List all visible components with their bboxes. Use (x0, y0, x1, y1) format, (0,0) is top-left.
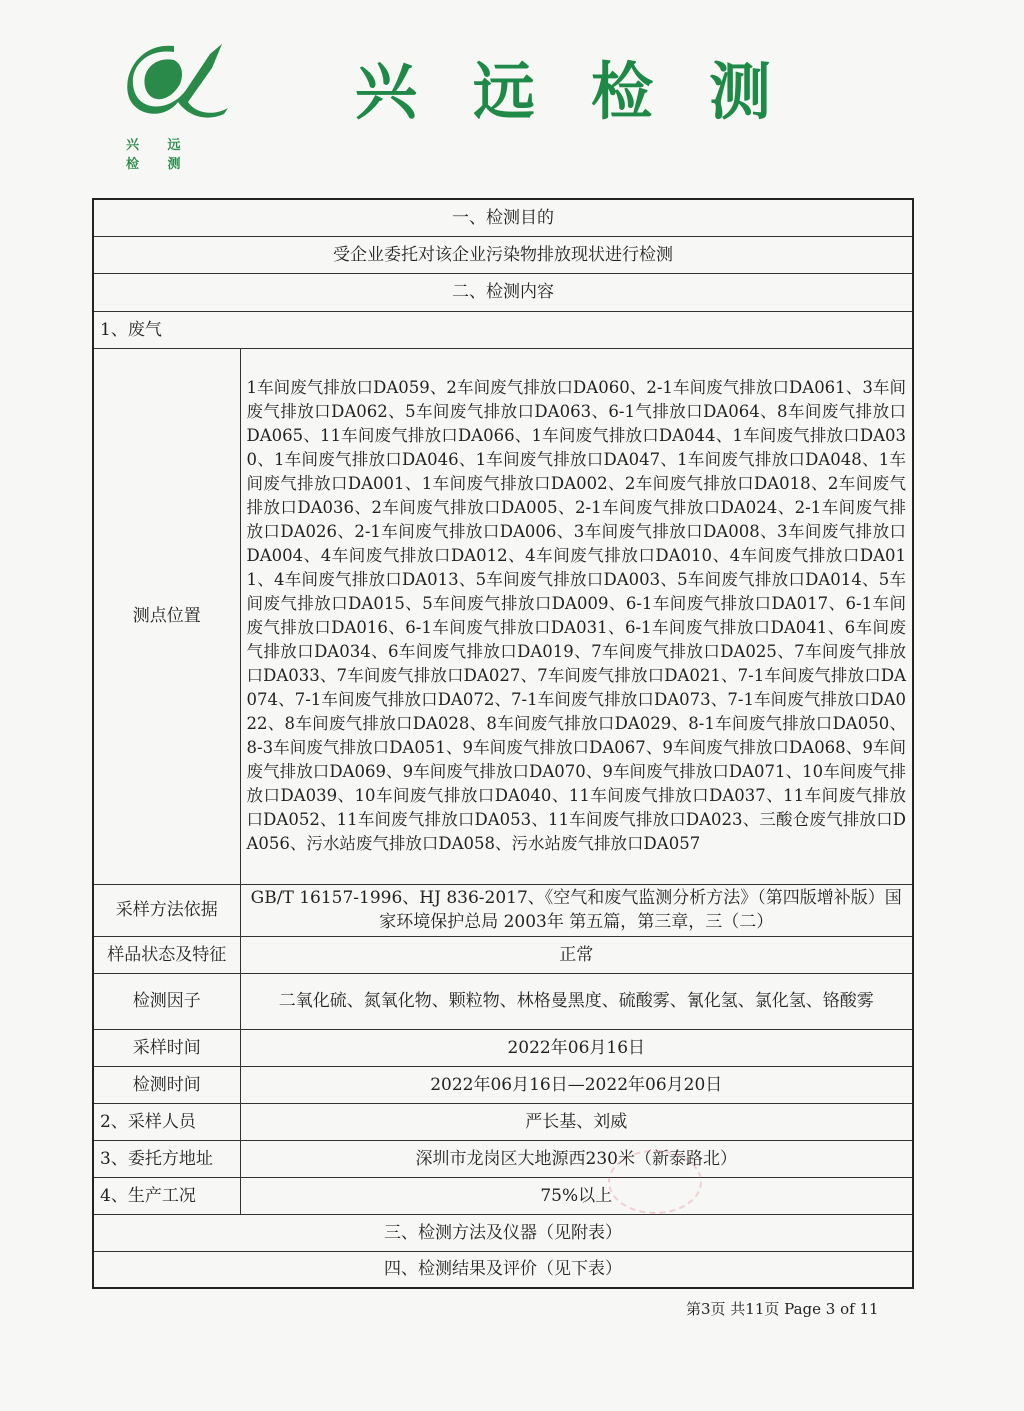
testing-time-value: 2022年06月16日—2022年06月20日 (240, 1066, 913, 1103)
factors-value: 二氧化硫、氮氧化物、颗粒物、林格曼黑度、硫酸雾、氰化氢、氯化氢、铬酸雾 (240, 973, 913, 1029)
table-row (93, 1251, 913, 1288)
table-row (93, 1214, 913, 1251)
sampler-label: 2、采样人员 (93, 1103, 240, 1140)
methods-heading: 三、检测方法及仪器（见附表） (93, 1214, 913, 1251)
report-table (92, 198, 914, 1289)
company-logo (126, 38, 236, 118)
method-value: GB/T 16157-1996、HJ 836-2017、《空气和废气监测分析方法》（第四版增补版）国家环境保护总局 2003年 第五篇，第三章，三（二） (240, 884, 913, 936)
table-row (93, 1103, 913, 1140)
table-row (93, 348, 913, 884)
table-row (93, 311, 913, 348)
brand-title: 兴远检测 (355, 55, 828, 128)
client-address-value: 深圳市龙岗区大地源西230米（新泰路北） (240, 1140, 913, 1177)
table-row (93, 199, 913, 236)
location-label: 测点位置 (93, 348, 240, 884)
location-list: 1车间废气排放口DA059、2车间废气排放口DA060、2-1车间废气排放口DA061、3车间废气排放口DA062、5车间废气排放口DA063、6-1气排放口DA064、8车间废气排放口DA065、11车间废气排放口DA066、1车间废气排放口DA044、1车间废气排放口DA030、1车间废气排放口DA046、1车间废气排放口DA047、1车间废气排放口DA048、1车间废气排放口DA001、1车间废气排放口DA002、2车间废气排放口DA018、2车间废气排放口DA036、2车间废气排放口DA005、2-1车间废气排放口DA024、2-1车间废气排放口DA026、2-1车间废气排放口DA006、3车间废气排放口DA008、3车间废气排放口DA004、4车间废气排放口DA012、4车间废气排放口DA010、4车间废气排放口DA011、4车间废气排放口DA013、5车间废气排放口DA003、5车间废气排放口DA014、5车间废气排放口DA015、5车间废气排放口DA009、6-1车间废气排放口DA017、6-1车间废气排放口DA016、6-1车间废气排放口DA031、6-1车间废气排放口DA041、6车间废气排放口DA034、6车间废气排放口DA019、7车间废气排放口DA025、7车间废气排放口DA033、7车间废气排放口DA027、7车间废气排放口DA021、7-1车间废气排放口DA074、7-1车间废气排放口DA072、7-1车间废气排放口DA073、7-1车间废气排放口DA022、8车间废气排放口DA028、8车间废气排放口DA029、8-1车间废气排放口DA050、8-3车间废气排放口DA051、9车间废气排放口DA067、9车间废气排放口DA068、9车间废气排放口DA069、9车间废气排放口DA070、9车间废气排放口DA071、10车间废气排放口DA039、10车间废气排放口DA040、11车间废气排放口DA037、11车间废气排放口DA052、11车间废气排放口DA053、11车间废气排放口DA023、三酸仓废气排放口DA056、污水站废气排放口DA058、污水站废气排放口DA057 (240, 348, 913, 884)
table-row (93, 1029, 913, 1066)
sample-state-value: 正常 (240, 936, 913, 973)
table-row (93, 273, 913, 311)
factors-label: 检测因子 (93, 973, 240, 1029)
production-value: 75%以上 (240, 1177, 913, 1214)
waste-gas-label: 1、废气 (93, 311, 913, 348)
client-address-label: 3、委托方地址 (93, 1140, 240, 1177)
table-row (93, 236, 913, 273)
sampler-value: 严长基、刘威 (240, 1103, 913, 1140)
method-label: 采样方法依据 (93, 884, 240, 936)
purpose-heading: 一、检测目的 (93, 199, 913, 236)
production-label: 4、生产工况 (93, 1177, 240, 1214)
sampling-time-label: 采样时间 (93, 1029, 240, 1066)
logo-caption: 兴 远 检 测 (126, 138, 193, 172)
content-heading: 二、检测内容 (93, 273, 913, 311)
table-row (93, 1140, 913, 1177)
purpose-text: 受企业委托对该企业污染物排放现状进行检测 (93, 236, 913, 273)
page-number: 第3页 共11页 Page 3 of 11 (686, 1300, 879, 1318)
table-row (93, 884, 913, 936)
faint-stamp (608, 1150, 702, 1214)
sampling-time-value: 2022年06月16日 (240, 1029, 913, 1066)
table-row (93, 936, 913, 973)
sample-state-label: 样品状态及特征 (93, 936, 240, 973)
testing-time-label: 检测时间 (93, 1066, 240, 1103)
results-heading: 四、检测结果及评价（见下表） (93, 1251, 913, 1288)
table-row (93, 1066, 913, 1103)
table-row (93, 1177, 913, 1214)
table-row (93, 973, 913, 1029)
